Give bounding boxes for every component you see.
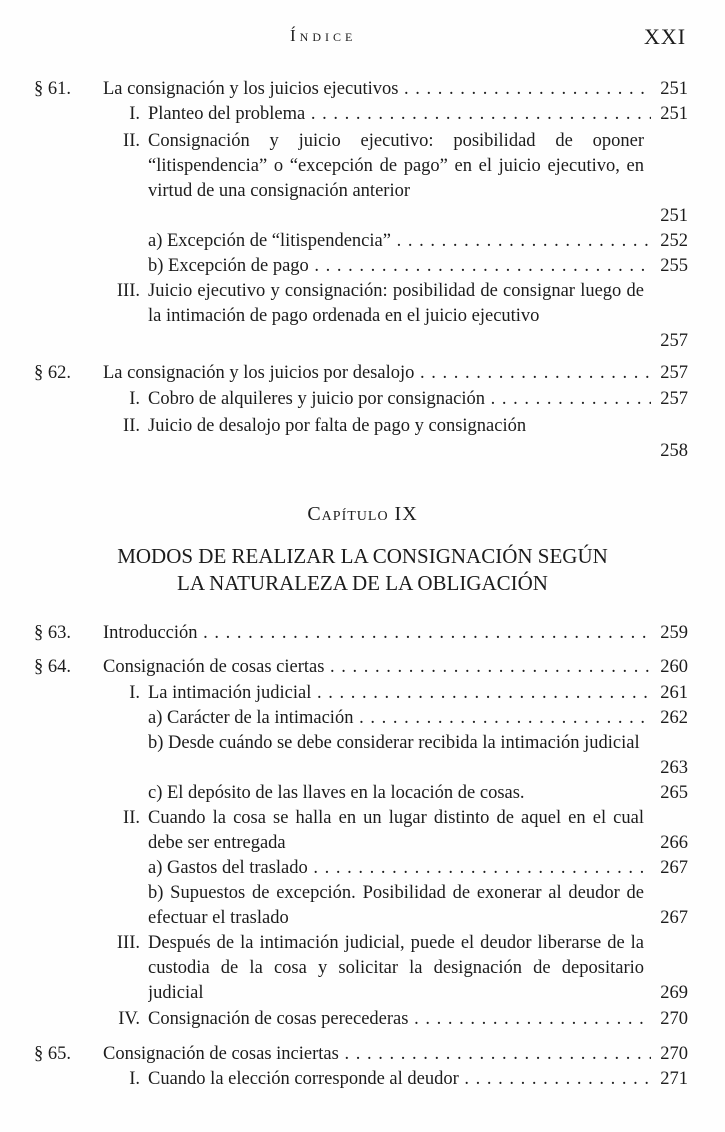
entry-page: 251 <box>660 206 688 226</box>
entry-title: La consignación y los juicios por desalojo . . . <box>103 361 651 386</box>
subsection-number: II. <box>123 808 140 828</box>
subsection-number: III. <box>116 281 140 301</box>
running-header <box>0 24 725 52</box>
entry-title: Consignación de cosas perecederas . . . <box>148 1007 651 1032</box>
entry-title: Consignación y juicio ejecutivo: posibilidad de oponer “litispendencia” o “excepción de pago” en el juicio ejecutivo, en virtud de una consignación anterior <box>148 131 644 201</box>
entry-page: 257 <box>660 331 688 351</box>
entry-page: 269 <box>660 983 688 1003</box>
entry-title: Después de la intimación judicial, puede el deudor liberarse de la custodia de la cosa y solicitar la designación de depositario judicial <box>148 933 644 1003</box>
entry-title: Cobro de alquileres y juicio por consignación . . . <box>148 387 651 412</box>
entry-title: a) Gastos del traslado . . . <box>148 856 651 881</box>
entry-page: 267 <box>660 858 688 878</box>
entry-page: 257 <box>660 389 688 409</box>
section-number: § 64. <box>34 657 71 677</box>
entry-title: Juicio de desalojo por falta de pago y consignación <box>148 416 527 436</box>
subsection-number: II. <box>123 416 140 436</box>
section-number: § 61. <box>34 79 71 99</box>
subsection-number: IV. <box>118 1009 140 1029</box>
entry-title: Juicio ejecutivo y consignación: posibilidad de consignar luego de la intimación de pago ordenada en el juicio ejecutivo <box>148 281 644 326</box>
entry-title: a) Carácter de la intimación . . . <box>148 706 651 731</box>
entry-title: Consignación de cosas ciertas . . . <box>103 655 651 680</box>
entry-page: 251 <box>660 104 688 124</box>
chapter-title-line-2: LA NATURALEZA DE LA OBLIGACIÓN <box>177 571 548 595</box>
section-number: § 63. <box>34 623 71 643</box>
entry-title: Planteo del problema . . . <box>148 102 651 127</box>
entry-page: 260 <box>660 657 688 677</box>
subsection-number: I. <box>129 1069 140 1089</box>
subsection-number: I. <box>129 389 140 409</box>
entry-page: 263 <box>660 758 688 778</box>
entry-title: a) Excepción de “litispendencia” . . . <box>148 229 651 254</box>
entry-page: 270 <box>660 1044 688 1064</box>
entry-page: 259 <box>660 623 688 643</box>
entry-page: 258 <box>660 441 688 461</box>
entry-title: La intimación judicial . . . <box>148 681 651 706</box>
chapter-title-line-1: MODOS DE REALIZAR LA CONSIGNACIÓN SEGÚN <box>117 544 608 568</box>
entry-title: Cuando la elección corresponde al deudor . . . <box>148 1067 651 1092</box>
entry-title: La consignación y los juicios ejecutivos . . . <box>103 77 651 102</box>
entry-title: b) Excepción de pago . . . <box>148 254 651 279</box>
subsection-number: I. <box>129 104 140 124</box>
section-number: § 65. <box>34 1044 71 1064</box>
chapter-label: Capítulo IX <box>307 503 418 525</box>
entry-page: 266 <box>660 833 688 853</box>
entry-title: c) El depósito de las llaves en la locación de cosas. <box>148 783 525 803</box>
entry-page: 265 <box>660 783 688 803</box>
entry-title: b) Desde cuándo se debe considerar recibida la intimación judicial <box>148 733 640 753</box>
subsection-number: III. <box>116 933 140 953</box>
running-title: Índice <box>290 26 357 45</box>
entry-title: Introducción . . . <box>103 621 651 646</box>
entry-page: 261 <box>660 683 688 703</box>
section-number: § 62. <box>34 363 71 383</box>
entry-title: Cuando la cosa se halla en un lugar distinto de aquel en el cual debe ser entregada <box>148 808 644 853</box>
subsection-number: I. <box>129 683 140 703</box>
entry-page: 270 <box>660 1009 688 1029</box>
page-number: XXI <box>644 24 687 49</box>
entry-page: 255 <box>660 256 688 276</box>
entry-page: 251 <box>660 79 688 99</box>
entry-title: b) Supuestos de excepción. Posibilidad de exonerar al deudor de efectuar el traslado <box>148 883 644 928</box>
entry-page: 252 <box>660 231 688 251</box>
entry-title: Consignación de cosas inciertas . . . <box>103 1042 651 1067</box>
entry-page: 267 <box>660 908 688 928</box>
entry-page: 257 <box>660 363 688 383</box>
subsection-number: II. <box>123 131 140 151</box>
entry-page: 271 <box>660 1069 688 1089</box>
entry-page: 262 <box>660 708 688 728</box>
